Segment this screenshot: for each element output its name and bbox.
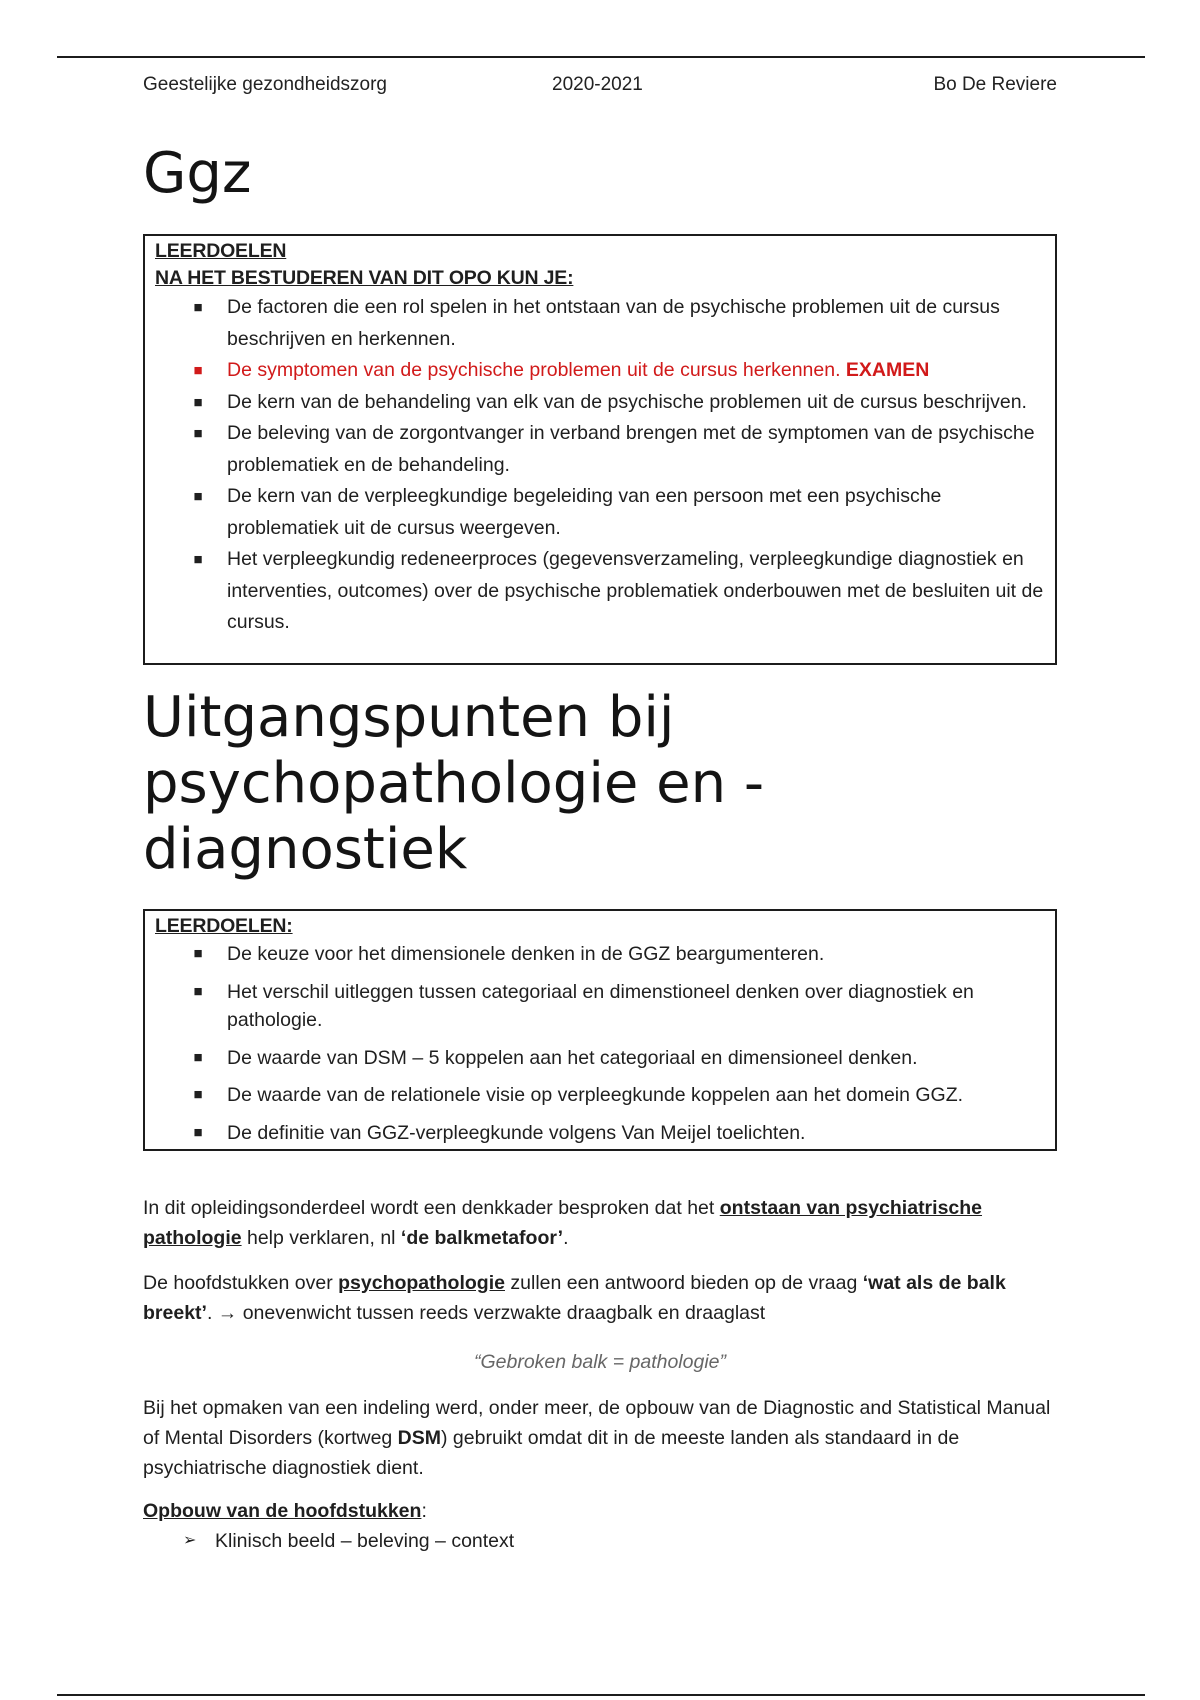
square-bullet-icon: ■ bbox=[193, 982, 203, 1000]
paragraph-dsm: Bij het opmaken van een indeling werd, onder meer, de opbouw van de Diagnostic and Statistical Manual of Mental Disorders (kortweg DSM) gebruikt omdat dit in de meeste landen als standaard in de psychiatrische diagnostiek dient. bbox=[143, 1397, 1051, 1479]
list-item: ■ Het verschil uitleggen tussen categoriaal en dimenstioneel denken over diagnostiek en pathologie. bbox=[155, 978, 1045, 1035]
arrow-bullet-icon: ➢ bbox=[183, 1532, 197, 1549]
square-bullet-icon: ■ bbox=[193, 1086, 203, 1103]
square-bullet-icon: ■ bbox=[193, 425, 203, 442]
list-item: ■ De factoren die een rol spelen in het ontstaan van de psychische problemen uit de cursus beschrijven en herkennen. bbox=[155, 292, 1045, 355]
emphasis-psychopathologie: psychopathologie bbox=[338, 1272, 505, 1294]
square-bullet-icon: ■ bbox=[193, 488, 203, 505]
emphasis-balk-breekt: ‘wat als de balk breekt’ bbox=[143, 1272, 1006, 1324]
list-item: ■ De kern van de verpleegkundige begeleiding van een persoon met een psychische problematiek uit de cursus weergeven. bbox=[155, 481, 1045, 544]
opbouw-list bbox=[143, 1526, 1057, 1556]
page-title: Ggz bbox=[143, 141, 252, 206]
box1-list bbox=[155, 292, 1045, 639]
list-item-exam: ■ De symptomen van de psychische problemen uit de cursus herkennen. EXAMEN bbox=[155, 355, 1045, 387]
square-bullet-icon: ■ bbox=[193, 362, 203, 379]
square-bullet-icon: ■ bbox=[193, 393, 203, 411]
page-header bbox=[143, 74, 1057, 100]
section-title-line: psychopathologie en - bbox=[143, 751, 765, 816]
list-item: ■ De waarde van de relationele visie op verpleegkunde koppelen aan het domein GGZ. bbox=[155, 1081, 1045, 1110]
learning-goals-box-2 bbox=[143, 909, 1057, 1151]
list-item: ■ De waarde van DSM – 5 koppelen aan het categoriaal en dimensioneel denken. bbox=[155, 1044, 1045, 1073]
paragraph-balkmetafoor: In dit opleidingsonderdeel wordt een denkkader besproken dat het ontstaan van psychiatrische pathologie help verklaren, nl ‘de balkmetafoor’. bbox=[143, 1197, 983, 1249]
emphasis-pathologie: ontstaan van psychiatrische pathologie bbox=[143, 1197, 983, 1249]
header-year: 2020-2021 bbox=[552, 74, 643, 95]
header-rule bbox=[57, 56, 1145, 58]
footer-rule bbox=[57, 1694, 1145, 1696]
section-title-line: Uitgangspunten bij bbox=[143, 685, 675, 750]
exam-label: EXAMEN bbox=[845, 359, 930, 381]
learning-goals-box-1 bbox=[143, 234, 1057, 665]
opbouw-title: Opbouw van de hoofdstukken bbox=[143, 1500, 422, 1522]
header-author: Bo De Reviere bbox=[933, 74, 1057, 95]
box1-title: LEERDOELEN bbox=[155, 240, 287, 262]
list-item: ■ De kern van de behandeling van elk van de psychische problemen uit de cursus beschrijven. bbox=[155, 387, 1045, 419]
section-title-line: diagnostiek bbox=[143, 817, 468, 882]
box2-list bbox=[155, 940, 1045, 1147]
list-item: ■ De definitie van GGZ-verpleegkunde volgens Van Meijel toelichten. bbox=[155, 1119, 1045, 1148]
square-bullet-icon: ■ bbox=[193, 1123, 203, 1141]
section-title bbox=[143, 685, 1043, 883]
box2-title: LEERDOELEN: bbox=[155, 915, 293, 937]
list-item: ■ De beleving van de zorgontvanger in verband brengen met de symptomen van de psychische problematiek en de behandeling. bbox=[155, 418, 1045, 481]
opbouw-section: Opbouw van de hoofdstukken: ➢ Klinisch beeld – beleving – context bbox=[143, 1496, 1057, 1556]
list-item: ■ De keuze voor het dimensionele denken in de GGZ beargumenteren. bbox=[155, 940, 1045, 969]
square-bullet-icon: ■ bbox=[193, 299, 203, 316]
box1-subtitle: NA HET BESTUDEREN VAN DIT OPO KUN JE: bbox=[155, 267, 574, 289]
list-item: ■ Het verpleegkundig redeneerproces (gegevensverzameling, verpleegkundige diagnostiek en interventies, outcomes) over de psychische problematiek onderbouwen met de besluiten uit de cursus. bbox=[155, 544, 1045, 639]
quote: “Gebroken balk = pathologie” bbox=[473, 1351, 727, 1373]
paragraph-psychopathologie: De hoofdstukken over psychopathologie zullen een antwoord bieden op de vraag ‘wat als de balk breekt’. → onevenwicht tussen reeds verzwakte draagbalk en draaglast bbox=[143, 1272, 1006, 1324]
list-item: ➢ Klinisch beeld – beleving – context bbox=[143, 1526, 1057, 1556]
header-course: Geestelijke gezondheidszorg bbox=[143, 74, 387, 95]
emphasis-dsm: DSM bbox=[397, 1427, 442, 1449]
square-bullet-icon: ■ bbox=[193, 945, 203, 962]
emphasis-balkmetafoor: ‘de balkmetafoor’ bbox=[400, 1227, 564, 1249]
square-bullet-icon: ■ bbox=[193, 1048, 203, 1066]
square-bullet-icon: ■ bbox=[193, 551, 203, 568]
